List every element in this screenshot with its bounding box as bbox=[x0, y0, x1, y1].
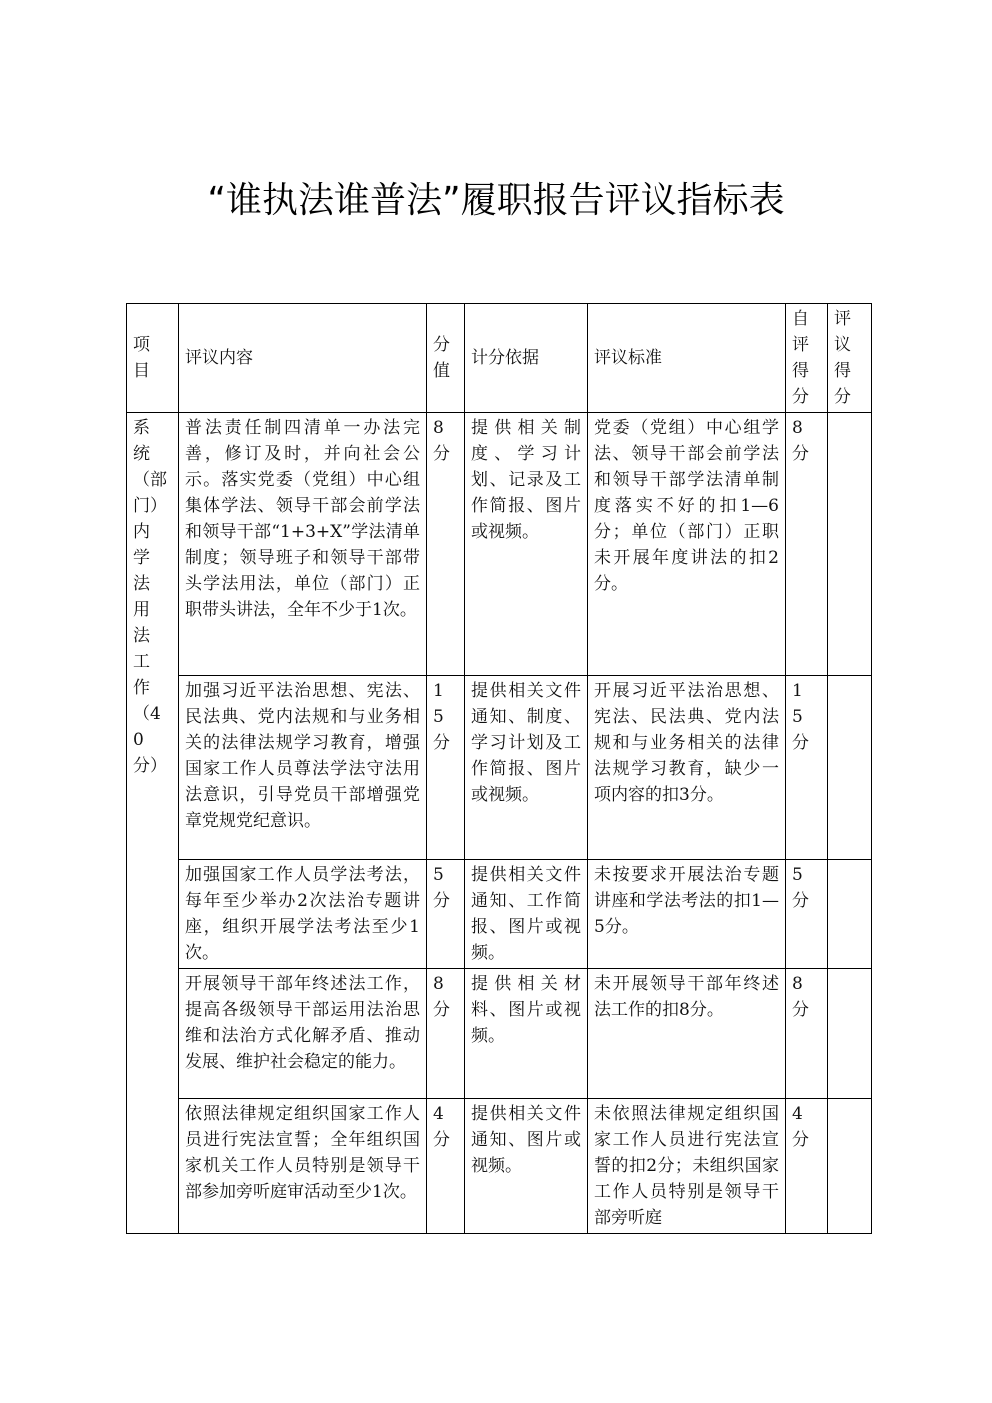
standard-cell: 党委（党组）中心组学法、领导干部会前学法和领导干部学法清单制度落实不好的扣1—6分；单位（部门）正职未开展年度讲法的扣2分。 bbox=[588, 413, 786, 676]
self-score-cell bbox=[786, 413, 828, 676]
score-value: 8分 bbox=[433, 974, 450, 1020]
score-cell bbox=[427, 1099, 465, 1234]
content-cell: 加强习近平法治思想、宪法、民法典、党内法规和与业务相关的法律法规学习教育，增强国家工作人员尊法学法守法用法意识，引导党员干部增强党章党规党纪意识。 bbox=[179, 676, 427, 860]
header-basis bbox=[465, 304, 588, 413]
content-cell: 加强国家工作人员学法考法，每年至少举办2次法治专题讲座，组织开展学法考法至少1次。 bbox=[179, 860, 427, 969]
score-value: 8分 bbox=[433, 418, 450, 464]
score-cell bbox=[427, 676, 465, 860]
basis-cell: 提供相关文件通知、制度、学习计划及工作简报、图片或视频。 bbox=[465, 676, 588, 860]
header-score-label: 分值 bbox=[433, 335, 450, 381]
table-row bbox=[127, 969, 872, 1099]
standard-cell: 未开展领导干部年终述法工作的扣8分。 bbox=[588, 969, 786, 1099]
basis-cell: 提供相关文件通知、工作简报、图片或视频。 bbox=[465, 860, 588, 969]
page-title: “谁执法谁普法”履职报告评议指标表 bbox=[207, 180, 785, 221]
standard-cell: 开展习近平法治思想、宪法、民法典、党内法规和与业务相关的法律法规学习教育，缺少一项内容的扣3分。 bbox=[588, 676, 786, 860]
standard-cell: 未依照法律规定组织国家工作人员进行宪法宣誓的扣2分；未组织国家工作人员特别是领导干部旁听庭 bbox=[588, 1099, 786, 1234]
self-score-cell bbox=[786, 860, 828, 969]
basis-cell: 提供相关制度、学习计划、记录及工作简报、图片或视频。 bbox=[465, 413, 588, 676]
header-self-score-label: 自评得分 bbox=[792, 309, 809, 407]
standard-cell: 未按要求开展法治专题讲座和学法考法的扣1—5分。 bbox=[588, 860, 786, 969]
table-row bbox=[127, 413, 872, 676]
header-standard bbox=[588, 304, 786, 413]
score-cell bbox=[427, 969, 465, 1099]
self-score-value: 4分 bbox=[792, 1104, 809, 1150]
evaluation-index-table bbox=[126, 303, 872, 1234]
table-row bbox=[127, 676, 872, 860]
basis-cell: 提供相关材料、图片或视频。 bbox=[465, 969, 588, 1099]
header-review-score-label: 评议得分 bbox=[834, 309, 851, 407]
score-cell bbox=[427, 860, 465, 969]
category-cell bbox=[127, 413, 179, 1234]
score-cell bbox=[427, 413, 465, 676]
content-cell: 依照法律规定组织国家工作人员进行宪法宣誓；全年组织国家机关工作人员特别是领导干部参加旁听庭审活动至少1次。 bbox=[179, 1099, 427, 1234]
header-basis-label: 计分依据 bbox=[471, 348, 539, 368]
header-review-score bbox=[828, 304, 872, 413]
content-cell: 开展领导干部年终述法工作，提高各级领导干部运用法治思维和法治方式化解矛盾、推动发展、维护社会稳定的能力。 bbox=[179, 969, 427, 1099]
header-item bbox=[127, 304, 179, 413]
review-score-cell[interactable] bbox=[828, 1099, 872, 1234]
review-score-cell[interactable] bbox=[828, 860, 872, 969]
score-value: 4分 bbox=[433, 1104, 450, 1150]
self-score-cell bbox=[786, 969, 828, 1099]
review-score-cell[interactable] bbox=[828, 969, 872, 1099]
self-score-value: 8分 bbox=[792, 974, 809, 1020]
score-value: 5分 bbox=[433, 865, 450, 911]
self-score-value: 5分 bbox=[792, 865, 809, 911]
table-header-row bbox=[127, 304, 872, 413]
header-content-label: 评议内容 bbox=[185, 348, 253, 368]
review-score-cell[interactable] bbox=[828, 413, 872, 676]
header-standard-label: 评议标准 bbox=[594, 348, 662, 368]
table-row bbox=[127, 860, 872, 969]
header-score bbox=[427, 304, 465, 413]
self-score-cell bbox=[786, 1099, 828, 1234]
self-score-cell bbox=[786, 676, 828, 860]
header-content bbox=[179, 304, 427, 413]
header-self-score bbox=[786, 304, 828, 413]
content-cell: 普法责任制四清单一办法完善，修订及时，并向社会公示。落实党委（党组）中心组集体学法、领导干部会前学法和领导干部“1+3+X”学法清单制度；领导班子和领导干部带头学法用法，单位（部门）正职带头讲法，全年不少于1次。 bbox=[179, 413, 427, 676]
header-item-label: 项目 bbox=[133, 335, 150, 381]
review-score-cell[interactable] bbox=[828, 676, 872, 860]
category-label: 系统（部门）内学法用法工作（40分） bbox=[133, 418, 167, 776]
table-row bbox=[127, 1099, 872, 1234]
self-score-value: 15分 bbox=[792, 681, 809, 753]
score-value: 15分 bbox=[433, 681, 450, 753]
basis-cell: 提供相关文件通知、图片或视频。 bbox=[465, 1099, 588, 1234]
self-score-value: 8分 bbox=[792, 418, 809, 464]
